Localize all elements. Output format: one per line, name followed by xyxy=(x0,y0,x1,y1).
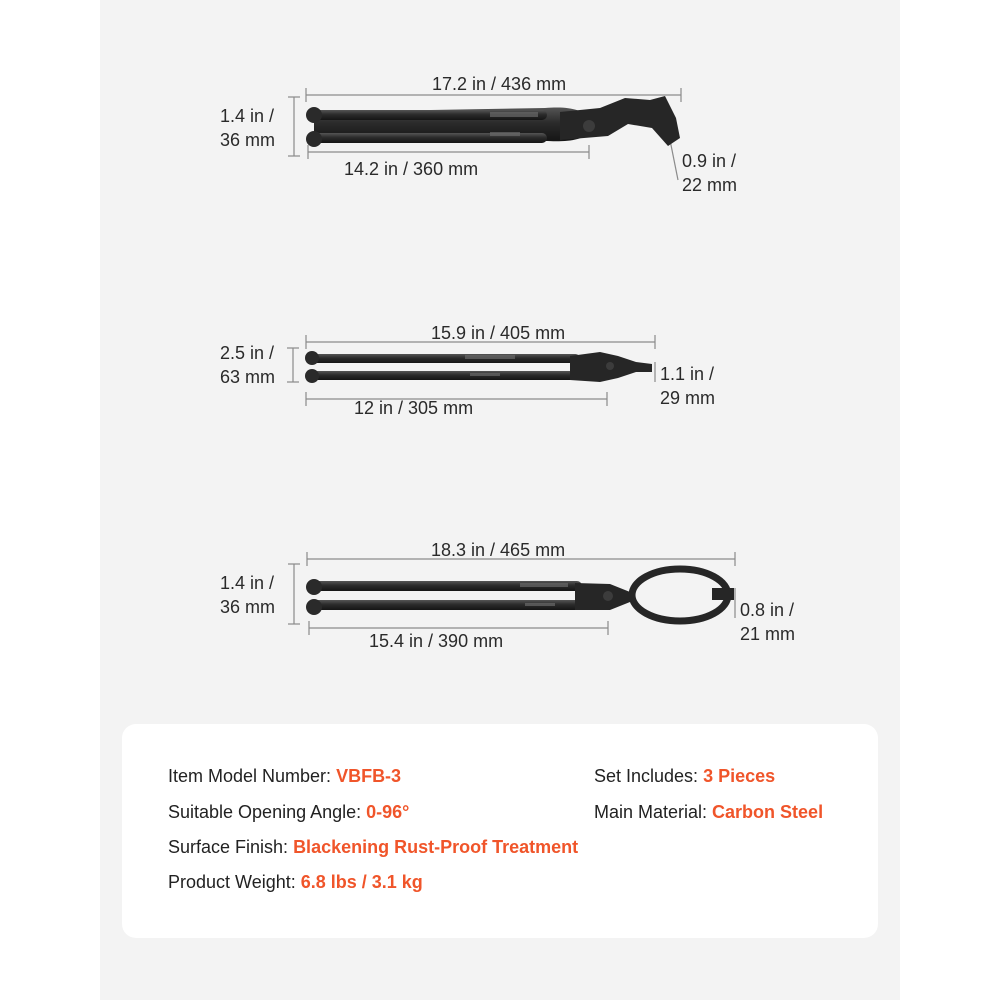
tong-1-handle-gap-line2: 36 mm xyxy=(220,130,276,150)
spec-finish xyxy=(168,835,578,859)
spec-weight xyxy=(168,870,423,894)
spec-material xyxy=(594,800,823,824)
tong-2-handle-gap-line1: 2.5 in / xyxy=(220,343,275,363)
spec-weight-label: Product Weight: xyxy=(168,872,301,892)
spec-model-label: Item Model Number: xyxy=(168,766,337,786)
tong-3-handle-gap-line1: 1.4 in / xyxy=(220,573,275,593)
spec-card xyxy=(122,724,878,938)
tong-3-jaw-width-line2: 21 mm xyxy=(740,624,796,644)
tong-2-jaw-width-line1: 1.1 in / xyxy=(660,364,715,384)
spec-material-value: Carbon Steel xyxy=(712,802,824,822)
spec-angle-value: 0-96° xyxy=(366,802,410,822)
spec-finish-value: Blackening Rust-Proof Treatment xyxy=(293,837,579,857)
tong-2-total-length: 15.9 in / 405 mm xyxy=(431,323,566,343)
tong-1-handle-length: 14.2 in / 360 mm xyxy=(344,159,479,179)
tong-3-handle-length: 15.4 in / 390 mm xyxy=(369,631,504,651)
tong-1-jaw-width-line2: 22 mm xyxy=(682,175,738,195)
spec-angle-label: Suitable Opening Angle: xyxy=(168,802,367,822)
spec-model-value: VBFB-3 xyxy=(336,766,402,786)
tong-2-handle-gap-line2: 63 mm xyxy=(220,367,276,387)
spec-angle xyxy=(168,800,409,824)
tong-1-jaw-width-line1: 0.9 in / xyxy=(682,151,737,171)
tong-2-jaw-width-line2: 29 mm xyxy=(660,388,716,408)
tong-3-handle-gap-line2: 36 mm xyxy=(220,597,276,617)
spec-set-value: 3 Pieces xyxy=(703,766,776,786)
spec-model xyxy=(168,764,401,788)
spec-set-label: Set Includes: xyxy=(594,766,704,786)
spec-weight-value: 6.8 lbs / 3.1 kg xyxy=(300,872,423,892)
spec-material-label: Main Material: xyxy=(594,802,713,822)
spec-finish-label: Surface Finish: xyxy=(168,837,294,857)
tong-2-handle-length: 12 in / 305 mm xyxy=(354,398,474,418)
tong-3 xyxy=(288,552,735,635)
tong-3-total-length: 18.3 in / 465 mm xyxy=(431,540,566,560)
spec-set xyxy=(594,764,775,788)
tong-1-total-length: 17.2 in / 436 mm xyxy=(432,74,567,94)
tong-3-jaw-width-line1: 0.8 in / xyxy=(740,600,795,620)
tong-1-handle-gap-line1: 1.4 in / xyxy=(220,106,275,126)
